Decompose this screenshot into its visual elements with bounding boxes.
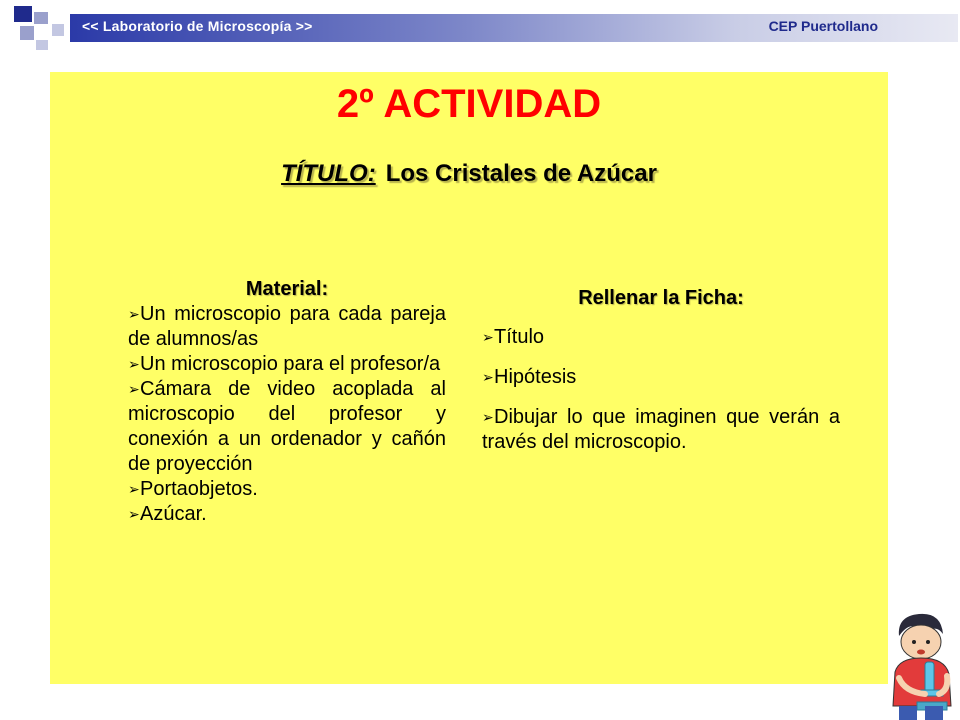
arrowhead-bullet-icon: ➢ (128, 506, 140, 522)
list-item-text: Un microscopio para el profesor/a (140, 353, 441, 375)
ficha-heading: Rellenar la Ficha: (578, 287, 744, 309)
material-list (128, 302, 446, 527)
subtitle-text: Los Cristales de Azúcar (385, 160, 657, 187)
list-item-text: Hipótesis (494, 366, 577, 388)
arrowhead-bullet-icon: ➢ (128, 481, 140, 497)
material-heading: Material: (245, 278, 329, 300)
list-item (482, 405, 840, 455)
header-title: << Laboratorio de Microscopía >> (82, 18, 313, 34)
arrowhead-bullet-icon: ➢ (128, 356, 140, 372)
list-item (128, 477, 446, 502)
list-item-text: Cámara de video acoplada al microscopio del profesor y conexión a un ordenador y cañón de proyección (128, 378, 446, 475)
ficha-section (482, 286, 840, 470)
list-item (128, 352, 446, 377)
ficha-list (482, 325, 840, 455)
header-org: CEP Puertollano (768, 18, 878, 34)
arrowhead-bullet-icon: ➢ (482, 409, 494, 425)
list-item (128, 377, 446, 477)
list-item (128, 502, 446, 527)
list-item (482, 365, 840, 390)
subtitle-label: TÍTULO: (281, 160, 376, 187)
decor-square (36, 40, 48, 50)
arrowhead-bullet-icon: ➢ (482, 329, 494, 345)
list-item (482, 325, 840, 350)
material-section (128, 277, 446, 527)
activity-panel (50, 72, 888, 684)
arrowhead-bullet-icon: ➢ (482, 369, 494, 385)
list-item (128, 302, 446, 352)
activity-subtitle (50, 160, 888, 188)
decor-square (20, 26, 34, 40)
list-item-text: Azúcar. (140, 503, 207, 525)
arrowhead-bullet-icon: ➢ (128, 306, 140, 322)
arrowhead-bullet-icon: ➢ (128, 381, 140, 397)
decor-square (52, 24, 64, 36)
list-item-text: Un microscopio para cada pareja de alumnos/as (128, 303, 446, 350)
decor-square (14, 6, 32, 22)
activity-title: 2º ACTIVIDAD (336, 82, 602, 126)
child-microscope-illustration (885, 606, 960, 720)
list-item-text: Portaobjetos. (140, 478, 258, 500)
list-item-text: Dibujar lo que imaginen que verán a través del microscopio. (482, 406, 840, 453)
decor-square (34, 12, 48, 24)
list-item-text: Título (494, 326, 545, 348)
